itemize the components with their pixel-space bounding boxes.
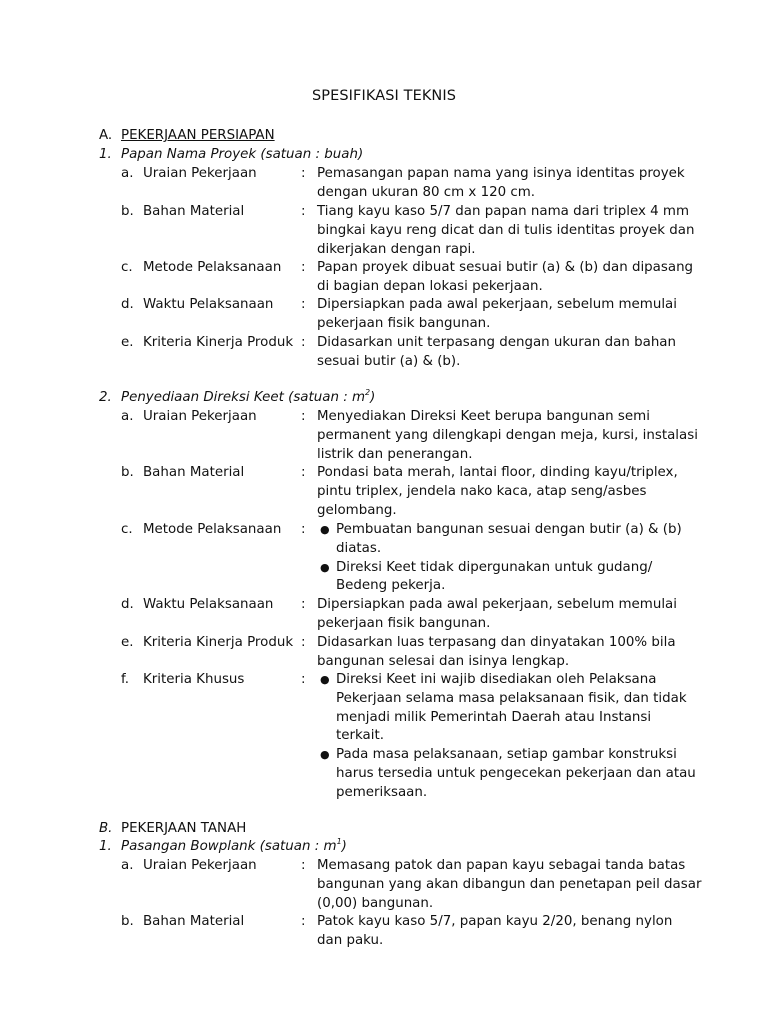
row-label: Metode Pelaksanaan <box>143 522 282 537</box>
item-heading-text: Pasangan Bowplank (satuan : m <box>121 839 337 854</box>
bullet-text-line: Pembuatan bangunan sesuai dengan butir (a) & (b) <box>336 522 682 537</box>
row-colon: : <box>301 335 306 350</box>
bullet-icon: ● <box>320 673 330 686</box>
row-letter: b. <box>121 914 134 929</box>
bullet-text-line: Direksi Keet tidak dipergunakan untuk gudang/ <box>336 559 653 575</box>
section-letter: A. <box>99 128 113 143</box>
section-letter: B. <box>99 821 113 836</box>
bullet-icon: ● <box>320 523 330 536</box>
row-value-line: Memasang patok dan papan kayu sebagai tanda batas <box>317 858 686 873</box>
row-value-line: bangunan yang akan dibangun dan penetapan peil dasar <box>317 876 702 892</box>
document-title: SPESIFIKASI TEKNIS <box>311 88 457 104</box>
row-label: Waktu Pelaksanaan <box>143 297 274 312</box>
row-label: Waktu Pelaksanaan <box>143 597 274 612</box>
row-label: Metode Pelaksanaan <box>143 260 282 275</box>
bullet-text-line: Pada masa pelaksanaan, setiap gambar konstruksi <box>336 747 677 763</box>
item-heading-text: Penyediaan Direksi Keet (satuan : m <box>121 390 366 405</box>
unit-superscript: 2 <box>365 388 371 397</box>
row-colon: : <box>301 409 306 424</box>
row-colon: : <box>301 204 306 219</box>
row-value-line: di bagian depan lokasi pekerjaan. <box>317 278 543 294</box>
item-heading-end: ) <box>341 839 347 854</box>
row-letter: e. <box>121 635 134 650</box>
bullet-text-line: Bedeng pekerja. <box>336 578 446 594</box>
row-letter: d. <box>121 597 134 612</box>
row-letter: b. <box>121 204 134 219</box>
row-letter: e. <box>121 335 134 350</box>
row-value-line: Didasarkan unit terpasang dengan ukuran dan bahan <box>317 335 676 350</box>
row-colon: : <box>301 672 306 687</box>
bullet-text-line: harus tersedia untuk pengecekan pekerjaan dan atau <box>336 766 696 781</box>
row-value-line: dengan ukuran 80 cm x 120 cm. <box>317 184 536 200</box>
row-colon: : <box>301 858 306 873</box>
row-value-line: pekerjaan fisik bangunan. <box>317 615 491 631</box>
item-heading: Papan Nama Proyek (satuan : buah) <box>121 147 364 162</box>
item-number: 1. <box>99 839 112 854</box>
row-letter: c. <box>121 260 133 275</box>
row-value-line: Papan proyek dibuat sesuai butir (a) & (b) dan dipasang <box>317 260 694 275</box>
unit-superscript: 1 <box>336 837 342 846</box>
row-value-line: bingkai kayu reng dicat dan di tulis identitas proyek dan <box>317 222 695 238</box>
row-colon: : <box>301 166 306 181</box>
row-label: Bahan Material <box>143 914 245 929</box>
row-value-line: dan paku. <box>317 932 384 948</box>
bullet-icon: ● <box>320 560 330 574</box>
row-value-line: dikerjakan dengan rapi. <box>317 241 476 257</box>
row-letter: c. <box>121 522 133 537</box>
bullet-text-line: Direksi Keet ini wajib disediakan oleh Pelaksana <box>336 672 657 687</box>
row-colon: : <box>301 522 306 537</box>
row-colon: : <box>301 260 306 275</box>
row-label: Uraian Pekerjaan <box>143 409 257 424</box>
row-letter: a. <box>121 858 134 873</box>
bullet-icon: ● <box>320 748 330 762</box>
row-colon: : <box>301 914 306 929</box>
row-letter: a. <box>121 166 134 181</box>
item-number: 1. <box>99 147 112 162</box>
item-heading-end: ) <box>370 390 376 405</box>
row-letter: d. <box>121 297 134 312</box>
section-heading: PEKERJAAN PERSIAPAN <box>121 128 275 143</box>
row-colon: : <box>301 297 306 312</box>
row-value-line: Menyediakan Direksi Keet berupa bangunan semi <box>317 409 650 424</box>
row-letter: b. <box>121 465 134 480</box>
row-value-line: Dipersiapkan pada awal pekerjaan, sebelum memulai <box>317 297 677 312</box>
row-value-line: Didasarkan luas terpasang dan dinyatakan 100% bila <box>317 635 676 650</box>
row-value-line: sesuai butir (a) & (b). <box>317 353 461 369</box>
row-label: Kriteria Khusus <box>143 672 245 687</box>
row-label: Kriteria Kinerja Produk <box>143 335 294 350</box>
row-label: Bahan Material <box>143 465 245 480</box>
row-value-line: Patok kayu kaso 5/7, papan kayu 2/20, benang nylon <box>317 914 673 929</box>
row-value-line: permanent yang dilengkapi dengan meja, kursi, instalasi <box>317 427 698 443</box>
item-heading <box>121 837 347 856</box>
row-value-line: Dipersiapkan pada awal pekerjaan, sebelum memulai <box>317 597 677 612</box>
bullet-text-line: diatas. <box>336 540 382 556</box>
item-heading <box>121 388 375 407</box>
section-heading: PEKERJAAN TANAH <box>121 821 247 836</box>
bullet-text-line: pemeriksaan. <box>336 784 428 800</box>
row-letter: a. <box>121 409 134 424</box>
row-value-line: listrik dan penerangan. <box>317 446 473 462</box>
row-value-line: Tiang kayu kaso 5/7 dan papan nama dari triplex 4 mm <box>317 204 690 219</box>
row-value-line: bangunan selesai dan isinya lengkap. <box>317 653 570 669</box>
row-value-line: Pondasi bata merah, lantai floor, dinding kayu/triplex, <box>317 465 678 480</box>
row-value-line: Pemasangan papan nama yang isinya identitas proyek <box>317 166 685 181</box>
row-value-line: gelombang. <box>317 502 397 518</box>
row-value-line: pekerjaan fisik bangunan. <box>317 315 491 331</box>
row-colon: : <box>301 465 306 480</box>
row-label: Uraian Pekerjaan <box>143 166 257 181</box>
item-number: 2. <box>99 390 112 405</box>
row-value-line: (0,00) bangunan. <box>317 895 434 911</box>
row-label: Kriteria Kinerja Produk <box>143 635 294 650</box>
row-letter: f. <box>121 672 129 687</box>
bullet-text-line: Pekerjaan selama masa pelaksanaan fisik, dan tidak <box>336 690 687 706</box>
row-colon: : <box>301 635 306 650</box>
row-value-line: pintu triplex, jendela nako kaca, atap seng/asbes <box>317 483 647 499</box>
row-colon: : <box>301 597 306 612</box>
bullet-text-line: menjadi milik Pemerintah Daerah atau Instansi <box>336 709 652 725</box>
row-label: Uraian Pekerjaan <box>143 858 257 873</box>
row-label: Bahan Material <box>143 204 245 219</box>
bullet-text-line: terkait. <box>336 728 384 744</box>
